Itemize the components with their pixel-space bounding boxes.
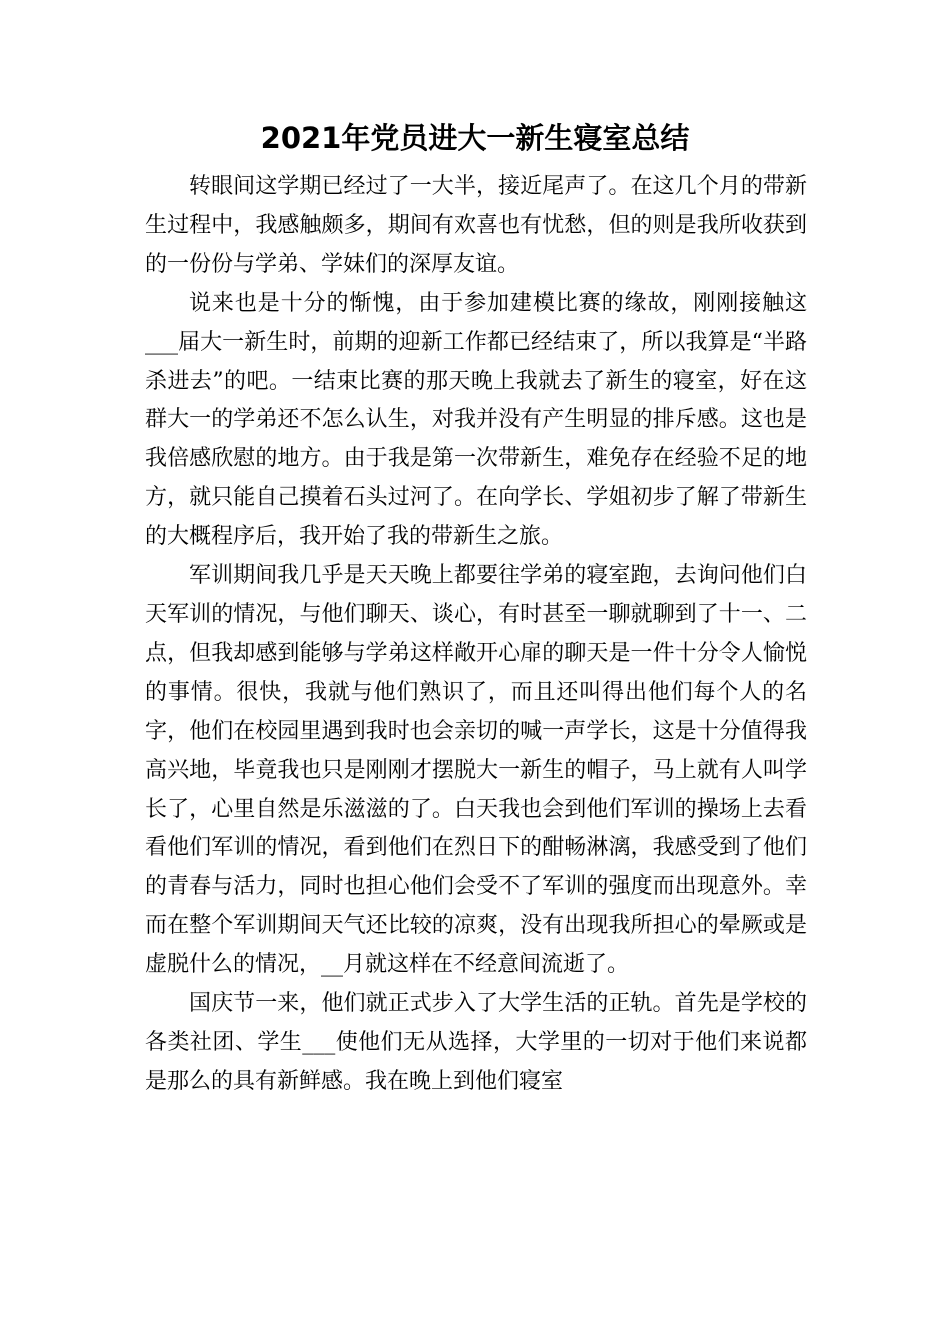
document-body [145, 168, 807, 1102]
document-title: 2021年党员进大一新生寝室总结 [260, 121, 690, 155]
paragraph-2: 说来也是十分的惭愧，由于参加建模比赛的缘故，刚刚接触这___届大一新生时，前期的迎新工作都已经结束了，所以我算是“半路杀进去”的吧。一结束比赛的那天晚上我就去了新生的寝室，好在这群大一的学弟还不怎么认生，对我并没有产生明显的排斥感。这也是我倍感欣慰的地方。由于我是第一次带新生，难免存在经验不足的地方，就只能自己摸着石头过河了。在向学长、学姐初步了解了带新生的大概程序后，我开始了我的带新生之旅。 [145, 290, 807, 550]
paragraph-3: 军训期间我几乎是天天晚上都要往学弟的寝室跑，去询问他们白天军训的情况，与他们聊天、谈心，有时甚至一聊就聊到了十一、二点，但我却感到能够与学弟这样敞开心扉的聊天是一件十分令人愉悦的事情。很快，我就与他们熟识了，而且还叫得出他们每个人的名字，他们在校园里遇到我时也会亲切的喊一声学长，这是十分值得我高兴地，毕竟我也只是刚刚才摆脱大一新生的帽子，马上就有人叫学长了，心里自然是乐滋滋的了。白天我也会到他们军训的操场上去看看他们军训的情况，看到他们在烈日下的酣畅淋漓，我感受到了他们的青春与活力，同时也担心他们会受不了军训的强度而出现意外。幸而在整个军训期间天气还比较的凉爽，没有出现我所担心的晕厥或是虚脱什么的情况，__月就这样在不经意间流逝了。 [145, 563, 807, 978]
paragraph-1: 转眼间这学期已经过了一大半，接近尾声了。在这几个月的带新生过程中，我感触颇多，期间有欢喜也有忧愁，但的则是我所收获到的一份份与学弟、学妹们的深厚友谊。 [145, 174, 807, 277]
paragraph-4: 国庆节一来，他们就正式步入了大学生活的正轨。首先是学校的各类社团、学生___使他们无从选择，大学里的一切对于他们来说都是那么的具有新鲜感。我在晚上到他们寝室 [145, 991, 807, 1094]
